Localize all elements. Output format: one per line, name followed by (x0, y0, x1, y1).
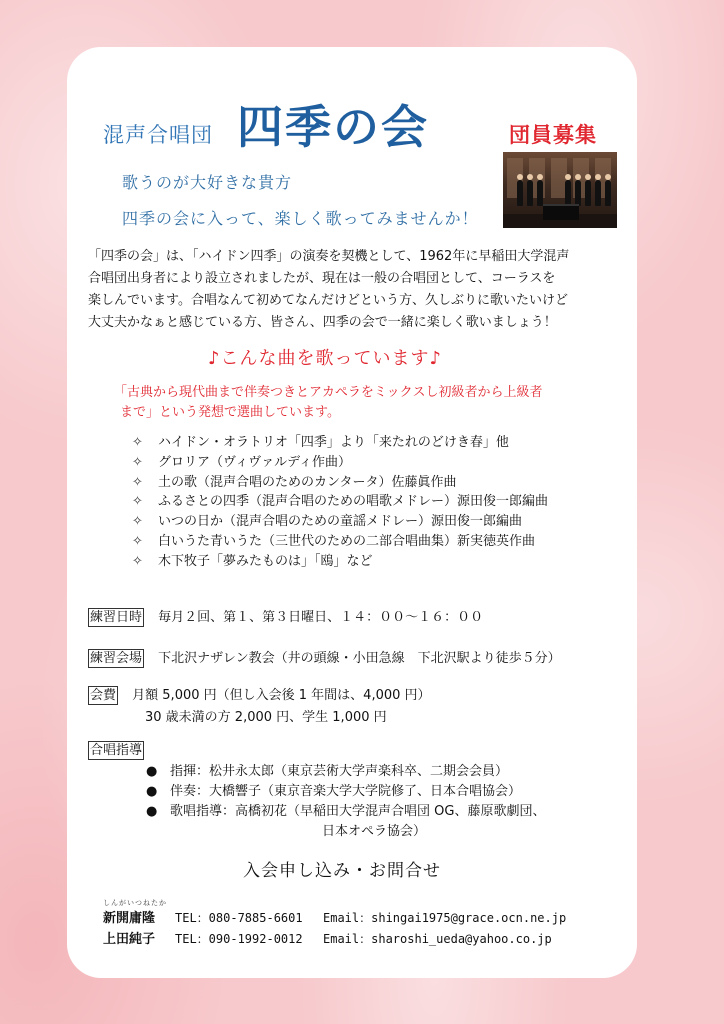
bullet-dot-icon: ● (146, 764, 158, 779)
tagline-line-2: 四季の会に入って、楽しく歌ってみませんか！ (122, 209, 479, 228)
list-item (132, 453, 548, 473)
conductors-list (146, 762, 545, 842)
conductors-label: 合唱指導 (90, 743, 143, 758)
contact-row (103, 907, 566, 926)
intro-line: 大丈夫かなぁと感じている方、皆さん、四季の会で一緒に楽しく歌いましょう！ (88, 315, 557, 330)
choir-name-title: 四季の会 (237, 100, 429, 154)
practice-venue-row (88, 647, 561, 668)
repertoire-heading: ♪こんな曲を歌っています♪ (208, 348, 442, 369)
song-title: いつの日か（混声合唱のための童謡メドレー）源田俊一郎編曲 (158, 514, 523, 530)
list-item (146, 782, 545, 802)
conductor-entry: 歌唱指導：高橋初花（早稲田大学混声合唱団 OG、藤原歌劇団、 (170, 804, 546, 819)
contact-phone: TEL：080-7885-6601 (175, 911, 303, 925)
list-item (146, 802, 545, 822)
tagline-line-1: 歌うのが大好きな貴方 (122, 173, 293, 192)
contact-heading: 入会申し込み・お問合せ (243, 861, 441, 881)
list-item (146, 762, 545, 782)
fee-label: 会費 (90, 688, 117, 703)
contact-name: 上田純子 (103, 932, 156, 947)
practice-date-value: 毎月２回、第１、第３日曜日、１４：００～１６：００ (158, 610, 484, 625)
name-reading-ruby: しんがいつねたか (103, 899, 167, 907)
contact-name: 新開庸隆 (103, 911, 156, 926)
bullet-dot-icon: ● (146, 804, 158, 819)
conductors-heading-row (88, 741, 144, 760)
bullet-dot-icon: ● (146, 784, 158, 799)
contact-email: Email：sharoshi_ueda@yahoo.co.jp (323, 932, 552, 946)
sparkle-bullet-icon: ✧ (132, 533, 143, 549)
sparkle-bullet-icon: ✧ (132, 435, 143, 450)
list-item (132, 433, 548, 453)
sparkle-bullet-icon: ✧ (132, 494, 143, 510)
sparkle-bullet-icon: ✧ (132, 474, 143, 490)
song-title: ふるさとの四季（混声合唱のための唱歌メドレー）源田俊一郎編曲 (158, 494, 549, 510)
fee-line-1: 月額 5,000 円（但し入会後 1 年間は、4,000 円） (132, 688, 431, 703)
sparkle-bullet-icon: ✧ (132, 514, 143, 530)
repertoire-list (132, 433, 548, 572)
sparkle-bullet-icon: ✧ (132, 553, 143, 569)
practice-date-row (88, 606, 483, 627)
practice-date-label: 練習日時 (90, 610, 143, 625)
list-item (132, 532, 548, 552)
list-item (132, 473, 548, 493)
song-title: グロリア（ヴィヴァルディ作曲） (158, 454, 352, 470)
list-item (132, 552, 548, 572)
conductor-entry: 伴奏：大橋響子（東京音楽大学大学院修了、日本合唱協会） (170, 784, 522, 799)
list-item (132, 512, 548, 532)
song-title: 白いうた青いうた（三世代のための二部合唱曲集）新実徳英作曲 (158, 533, 536, 549)
conductor-entry-continuation: 日本オペラ協会） (322, 824, 427, 839)
recruitment-label: 団員募集 (509, 123, 597, 147)
conductor-entry: 指揮：松井永太郎（東京芸術大学声楽科卒、二期会会員） (170, 764, 509, 779)
repertoire-note-line: まで」という発想で選曲しています。 (120, 405, 340, 420)
list-item (146, 822, 545, 842)
repertoire-note (114, 383, 624, 423)
choir-concert-photo (503, 152, 617, 228)
fee-row (88, 684, 431, 705)
song-title: 土の歌（混声合唱のためのカンタータ）佐藤眞作曲 (158, 474, 457, 490)
practice-venue-value: 下北沢ナザレン教会（井の頭線・小田急線 下北沢駅より徒歩５分） (158, 651, 561, 666)
repertoire-note-line: 「古典から現代曲まで伴奏つきとアカペラをミックスし初級者から上級者 (114, 385, 543, 400)
list-item (132, 492, 548, 512)
intro-line: 楽しんでいます。合唱なんて初めてなんだけどという方、久しぶりに歌いたいけど (88, 293, 568, 308)
contact-email: Email：shingai1975@grace.ocn.ne.jp (323, 911, 567, 925)
fee-line-2: 30 歳未満の方 2,000 円、学生 1,000 円 (145, 710, 387, 725)
choir-type-label: 混声合唱団 (103, 123, 213, 147)
contact-row (103, 928, 552, 947)
contact-phone: TEL：090-1992-0012 (175, 932, 303, 946)
introduction-text (88, 246, 628, 334)
intro-line: 合唱団出身者により設立されましたが、現在は一般の合唱団として、コーラスを (88, 271, 556, 286)
song-title: ハイドン・オラトリオ「四季」より「来たれのどけき春」他 (158, 435, 509, 450)
practice-venue-label: 練習会場 (90, 651, 143, 666)
sparkle-bullet-icon: ✧ (132, 454, 143, 470)
song-title: 木下牧子「夢みたものは」「鴎」など (158, 553, 373, 569)
intro-line: 「四季の会」は、「ハイドン四季」の演奏を契機として、1962年に早稲田大学混声 (88, 249, 570, 264)
